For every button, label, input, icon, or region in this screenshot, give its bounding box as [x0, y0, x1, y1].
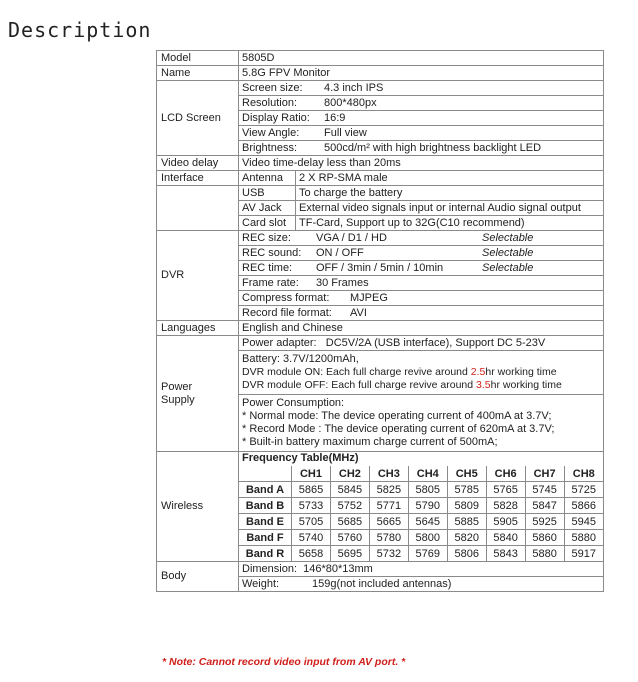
dvr-selectable: Selectable	[482, 231, 534, 244]
interface-cell	[239, 186, 604, 201]
wireless-cell	[239, 452, 604, 562]
frequency-cell: 5658	[292, 546, 331, 562]
frequency-cell: 5665	[369, 514, 408, 530]
dvr-value: VGA / D1 / HD	[316, 231, 387, 244]
dvr-value: OFF / 3min / 5min / 10min	[316, 261, 444, 274]
interface-label-spacer	[157, 186, 239, 201]
lcd-key: Brightness:	[242, 141, 298, 154]
value-model: 5805D	[239, 51, 604, 66]
label-dvr: DVR	[157, 231, 239, 321]
lcd-value: 4.3 inch IPS	[324, 81, 384, 94]
channel-header: CH5	[447, 466, 486, 482]
interface-key: USB	[239, 186, 296, 200]
frequency-cell: 5732	[369, 546, 408, 562]
frequency-cell: 5845	[330, 482, 369, 498]
band-name: Band E	[239, 514, 292, 530]
label-languages: Languages	[157, 321, 239, 336]
lcd-key: Screen size:	[242, 81, 303, 94]
interface-cell	[239, 171, 604, 186]
label-lcd: LCD Screen	[157, 81, 239, 156]
frequency-cell: 5809	[447, 498, 486, 514]
label-wireless: Wireless	[157, 452, 239, 562]
row-power	[157, 336, 604, 351]
dvr-row	[239, 306, 604, 321]
frequency-cell: 5880	[564, 530, 603, 546]
dvr-value: 30 Frames	[316, 276, 369, 289]
dvr-on-post: hr working time	[485, 366, 557, 378]
lcd-row	[239, 96, 604, 111]
interface-table	[239, 201, 603, 215]
dvr-on-pre: DVR module ON: Each full charge revive around	[242, 366, 471, 378]
row-video-delay	[157, 156, 604, 171]
frequency-cell: 5840	[486, 530, 525, 546]
power-label-text: Power Supply	[161, 380, 195, 406]
interface-value: External video signals input or internal Audio signal output	[299, 201, 581, 214]
row-languages	[157, 321, 604, 336]
dvr-row	[239, 231, 604, 246]
dvr-value: AVI	[350, 306, 367, 319]
lcd-value: Full view	[324, 126, 367, 139]
dvr-key: Compress format:	[242, 291, 330, 304]
band-row	[239, 498, 603, 514]
band-row	[239, 530, 603, 546]
interface-value: TF-Card, Support up to 32G(C10 recommend)	[299, 216, 525, 229]
label-interface: Interface	[157, 171, 239, 186]
interface-value: To charge the battery	[299, 186, 403, 199]
channel-header: CH4	[408, 466, 447, 482]
frequency-corner	[239, 466, 292, 482]
dvr-key: Frame rate:	[242, 276, 299, 289]
lcd-row	[239, 141, 604, 156]
interface-label-spacer	[157, 201, 239, 216]
power-battery: Battery: 3.7V/1200mAh,	[242, 353, 359, 365]
lcd-key: View Angle:	[242, 126, 300, 139]
interface-table	[239, 186, 603, 200]
frequency-cell: 5860	[525, 530, 564, 546]
frequency-cell: 5705	[292, 514, 331, 530]
channel-header: CH7	[525, 466, 564, 482]
dvr-off-hours: 3.5	[476, 379, 491, 391]
frequency-cell: 5847	[525, 498, 564, 514]
label-video-delay: Video delay	[157, 156, 239, 171]
value-languages: English and Chinese	[239, 321, 604, 336]
frequency-cell: 5866	[564, 498, 603, 514]
body-weight	[239, 577, 604, 592]
power-consumption-cell	[239, 395, 604, 452]
interface-row	[239, 171, 603, 185]
frequency-cell: 5885	[447, 514, 486, 530]
band-name: Band F	[239, 530, 292, 546]
frequency-cell: 5745	[525, 482, 564, 498]
dvr-key: REC size:	[242, 231, 291, 244]
frequency-cell: 5828	[486, 498, 525, 514]
frequency-cell: 5925	[525, 514, 564, 530]
interface-key: Antenna	[239, 171, 296, 185]
dvr-row	[239, 261, 604, 276]
interface-key: AV Jack	[239, 201, 296, 215]
frequency-cell: 5733	[292, 498, 331, 514]
frequency-cell: 5769	[408, 546, 447, 562]
frequency-cell: 5820	[447, 530, 486, 546]
channel-header: CH6	[486, 466, 525, 482]
frequency-cell: 5917	[564, 546, 603, 562]
dvr-row	[239, 291, 604, 306]
dvr-row	[239, 276, 604, 291]
dvr-off-pre: DVR module OFF: Each full charge revive around	[242, 379, 477, 391]
interface-cell	[239, 201, 604, 216]
dvr-on-hours: 2.5	[470, 366, 486, 378]
label-body: Body	[157, 562, 239, 592]
frequency-cell: 5780	[369, 530, 408, 546]
frequency-cell: 5785	[447, 482, 486, 498]
interface-row-wrap	[157, 186, 604, 201]
frequency-cell: 5945	[564, 514, 603, 530]
frequency-header-row	[239, 466, 603, 482]
row-interface	[157, 171, 604, 186]
consumption-line: * Normal mode: The device operating current of 400mA at 3.7V;	[242, 410, 552, 422]
frequency-cell: 5740	[292, 530, 331, 546]
power-battery-cell	[239, 351, 604, 395]
channel-header: CH3	[369, 466, 408, 482]
lcd-row	[239, 111, 604, 126]
band-name: Band R	[239, 546, 292, 562]
frequency-cell: 5880	[525, 546, 564, 562]
row-body	[157, 562, 604, 577]
interface-label-spacer	[157, 216, 239, 231]
channel-header: CH2	[330, 466, 369, 482]
label-name: Name	[157, 66, 239, 81]
interface-table	[239, 216, 603, 230]
interface-row	[239, 216, 603, 230]
interface-row	[239, 186, 603, 200]
frequency-cell: 5685	[330, 514, 369, 530]
lcd-value: 800*480px	[324, 96, 377, 109]
frequency-cell: 5805	[408, 482, 447, 498]
lcd-value: 16:9	[324, 111, 346, 124]
frequency-cell: 5645	[408, 514, 447, 530]
frequency-cell: 5905	[486, 514, 525, 530]
band-row	[239, 546, 603, 562]
lcd-key: Display Ratio:	[242, 111, 310, 124]
frequency-cell: 5825	[369, 482, 408, 498]
label-model: Model	[157, 51, 239, 66]
frequency-cell: 5725	[564, 482, 603, 498]
row-lcd	[157, 81, 604, 96]
value-name: 5.8G FPV Monitor	[239, 66, 604, 81]
value-video-delay: Video time-delay less than 20ms	[239, 156, 604, 171]
dvr-value: MJPEG	[350, 291, 388, 304]
lcd-row	[239, 81, 604, 96]
frequency-cell: 5790	[408, 498, 447, 514]
power-dvr-off	[242, 379, 600, 392]
dvr-off-post: hr working time	[490, 379, 562, 391]
power-adapter: Power adapter: DC5V/2A (USB interface), Support DC 5-23V	[239, 336, 604, 351]
frequency-cell: 5865	[292, 482, 331, 498]
weight-key: Weight:	[242, 577, 280, 590]
weight-value: 159g(not included antennas)	[312, 577, 452, 590]
interface-row-wrap	[157, 216, 604, 231]
dvr-key: Record file format:	[242, 306, 332, 319]
interface-value: 2 X RP-SMA male	[299, 171, 388, 184]
frequency-cell: 5765	[486, 482, 525, 498]
dvr-key: REC sound:	[242, 246, 302, 259]
label-power	[157, 336, 239, 452]
page-title: Description	[8, 18, 152, 42]
interface-row-wrap	[157, 201, 604, 216]
frequency-cell: 5800	[408, 530, 447, 546]
frequency-cell: 5771	[369, 498, 408, 514]
power-dvr-on	[242, 366, 600, 379]
interface-key: Card slot	[239, 216, 296, 230]
footnote: * Note: Cannot record video input from AV port. *	[162, 656, 406, 668]
frequency-cell: 5695	[330, 546, 369, 562]
dvr-row	[239, 246, 604, 261]
interface-cell	[239, 216, 604, 231]
frequency-cell: 5806	[447, 546, 486, 562]
band-name: Band B	[239, 498, 292, 514]
lcd-key: Resolution:	[242, 96, 298, 109]
dvr-selectable: Selectable	[482, 246, 534, 259]
channel-header: CH8	[564, 466, 603, 482]
consumption-title: Power Consumption:	[242, 397, 345, 409]
frequency-table-title: Frequency Table(MHz)	[242, 452, 359, 464]
interface-row	[239, 201, 603, 215]
frequency-cell: 5843	[486, 546, 525, 562]
lcd-value: 500cd/m² with high brightness backlight LED	[324, 141, 542, 154]
band-row	[239, 482, 603, 498]
dvr-key: REC time:	[242, 261, 293, 274]
interface-table	[239, 171, 603, 185]
dvr-value: ON / OFF	[316, 246, 364, 259]
row-name	[157, 66, 604, 81]
consumption-line: * Record Mode : The device operating current of 620mA at 3.7V;	[242, 423, 555, 435]
consumption-line: * Built-in battery maximum charge current of 500mA;	[242, 436, 498, 448]
frequency-cell: 5760	[330, 530, 369, 546]
spec-table	[156, 50, 604, 592]
body-dimension: Dimension: 146*80*13mm	[239, 562, 604, 577]
dvr-selectable: Selectable	[482, 261, 534, 274]
row-wireless	[157, 452, 604, 562]
band-name: Band A	[239, 482, 292, 498]
lcd-row	[239, 126, 604, 141]
channel-header: CH1	[292, 466, 331, 482]
row-model	[157, 51, 604, 66]
band-row	[239, 514, 603, 530]
frequency-cell: 5752	[330, 498, 369, 514]
row-dvr	[157, 231, 604, 246]
frequency-table	[239, 466, 603, 561]
